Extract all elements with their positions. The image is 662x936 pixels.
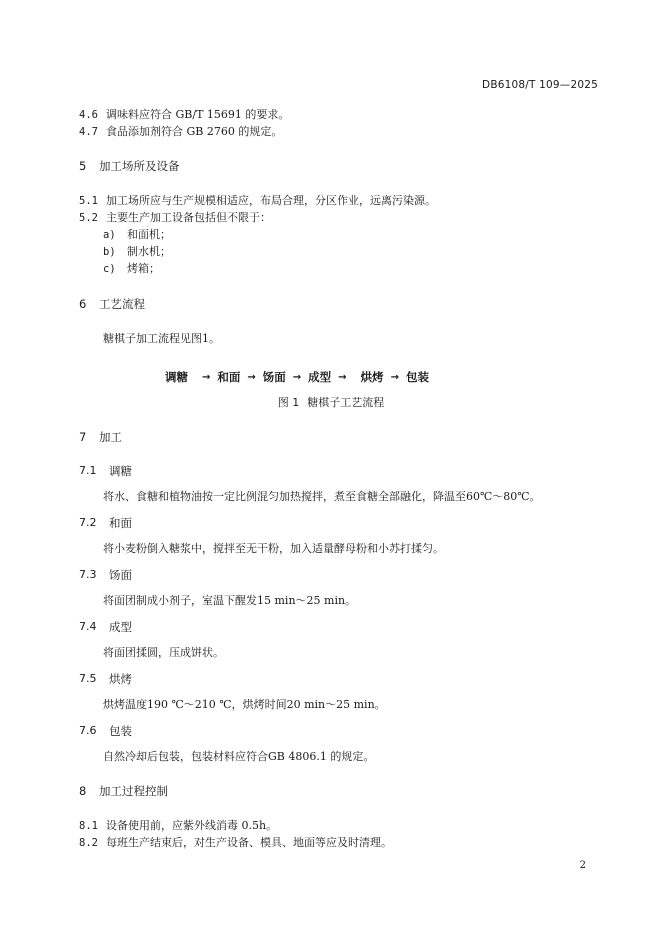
section-5-heading	[79, 159, 180, 173]
figure-title: 糖棋子工艺流程	[307, 396, 385, 409]
arrow-right-icon: →	[390, 371, 399, 383]
subsection-title: 饧面	[109, 568, 132, 582]
clause-text: 调味料应符合 GB/T 15691 的要求。	[106, 108, 290, 121]
section-title: 工艺流程	[99, 297, 145, 311]
subsection-title: 调糖	[109, 464, 132, 478]
clause-text: 设备使用前，应紫外线消毒 0.5h。	[106, 819, 278, 832]
section-title: 加工	[99, 430, 122, 444]
figure-number: 图 1	[277, 396, 300, 409]
subsection-number: 7.3	[79, 568, 97, 581]
list-marker: a)	[103, 229, 116, 241]
flow-intro: 糖棋子加工流程见图1。	[103, 332, 220, 345]
section-number: 5	[79, 159, 87, 173]
section-6-heading	[79, 297, 145, 311]
flow-step: 成型	[308, 370, 332, 384]
section-number: 8	[79, 784, 87, 798]
list-text: 烤箱；	[127, 262, 160, 275]
equipment-item	[103, 228, 171, 242]
subsection-7-5-heading	[79, 672, 132, 686]
subsection-7-3-text: 将面团制成小剂子，室温下醒发15 min～25 min。	[103, 594, 357, 607]
subsection-number: 7.1	[79, 464, 97, 477]
process-flow	[165, 369, 429, 385]
clause-number: 4.7	[79, 126, 98, 138]
subsection-7-6-text: 自然冷却后包装，包装材料应符合GB 4806.1 的规定。	[103, 750, 375, 763]
subsection-7-1-text: 将水、食糖和植物油按一定比例混匀加热搅拌，煮至食糖全部融化，降温至60℃～80℃。	[103, 490, 541, 503]
subsection-number: 7.6	[79, 724, 97, 737]
clause-text: 食品添加剂符合 GB 2760 的规定。	[106, 125, 283, 138]
subsection-7-4-heading	[79, 620, 132, 634]
figure-caption	[0, 394, 662, 410]
section-number: 7	[79, 430, 87, 444]
clause-5-2	[79, 211, 271, 225]
clause-number: 8.2	[79, 837, 98, 849]
clause-8-2	[79, 836, 392, 850]
clause-4-7	[79, 125, 282, 139]
subsection-title: 和面	[109, 516, 132, 530]
arrow-right-icon: →	[202, 371, 211, 383]
subsection-7-4-text: 将面团揉圆，压成饼状。	[103, 646, 224, 659]
flow-step: 饧面	[262, 370, 286, 384]
clause-text: 主要生产加工设备包括但不限于：	[106, 211, 271, 224]
clause-number: 4.6	[79, 109, 98, 121]
clause-8-1	[79, 819, 277, 833]
subsection-number: 7.5	[79, 672, 97, 685]
subsection-7-1-heading	[79, 464, 132, 478]
subsection-7-2-text: 将小麦粉倒入糖浆中，搅拌至无干粉，加入适量酵母粉和小苏打揉匀。	[103, 542, 444, 555]
clause-text: 加工场所应与生产规模相适应，布局合理，分区作业，远离污染源。	[106, 194, 436, 207]
section-title: 加工场所及设备	[99, 159, 180, 173]
flow-step: 调糖	[165, 370, 188, 384]
list-text: 制水机；	[127, 245, 171, 258]
subsection-7-5-text: 烘烤温度190 ℃～210 ℃，烘烤时间20 min～25 min。	[103, 698, 386, 711]
list-marker: c)	[103, 263, 116, 275]
subsection-title: 烘烤	[109, 672, 132, 686]
subsection-7-3-heading	[79, 568, 132, 582]
arrow-right-icon: →	[338, 371, 347, 383]
section-title: 加工过程控制	[99, 784, 168, 798]
subsection-title: 包装	[109, 724, 132, 738]
clause-5-1	[79, 194, 436, 208]
list-marker: b)	[103, 246, 116, 258]
arrow-right-icon: →	[292, 371, 302, 383]
section-number: 6	[79, 297, 87, 311]
flow-step: 和面	[217, 370, 241, 384]
clause-number: 8.1	[79, 820, 98, 832]
section-8-heading	[79, 784, 168, 798]
equipment-item	[103, 245, 171, 259]
document-code: DB6108/T 109—2025	[482, 79, 598, 91]
subsection-7-2-heading	[79, 516, 132, 530]
flow-step: 包装	[405, 370, 429, 384]
clause-4-6	[79, 108, 289, 122]
clause-number: 5.1	[79, 195, 98, 207]
section-7-heading	[79, 430, 122, 444]
subsection-title: 成型	[109, 620, 132, 634]
equipment-item	[103, 262, 160, 276]
clause-text: 每班生产结束后，对生产设备、模具、地面等应及时清理。	[106, 836, 392, 849]
clause-number: 5.2	[79, 212, 98, 224]
subsection-number: 7.2	[79, 516, 97, 529]
arrow-right-icon: →	[247, 371, 256, 383]
list-text: 和面机；	[127, 228, 171, 241]
page-number: 2	[579, 860, 586, 871]
subsection-number: 7.4	[79, 620, 97, 633]
flow-step: 烘烤	[360, 370, 384, 384]
subsection-7-6-heading	[79, 724, 132, 738]
